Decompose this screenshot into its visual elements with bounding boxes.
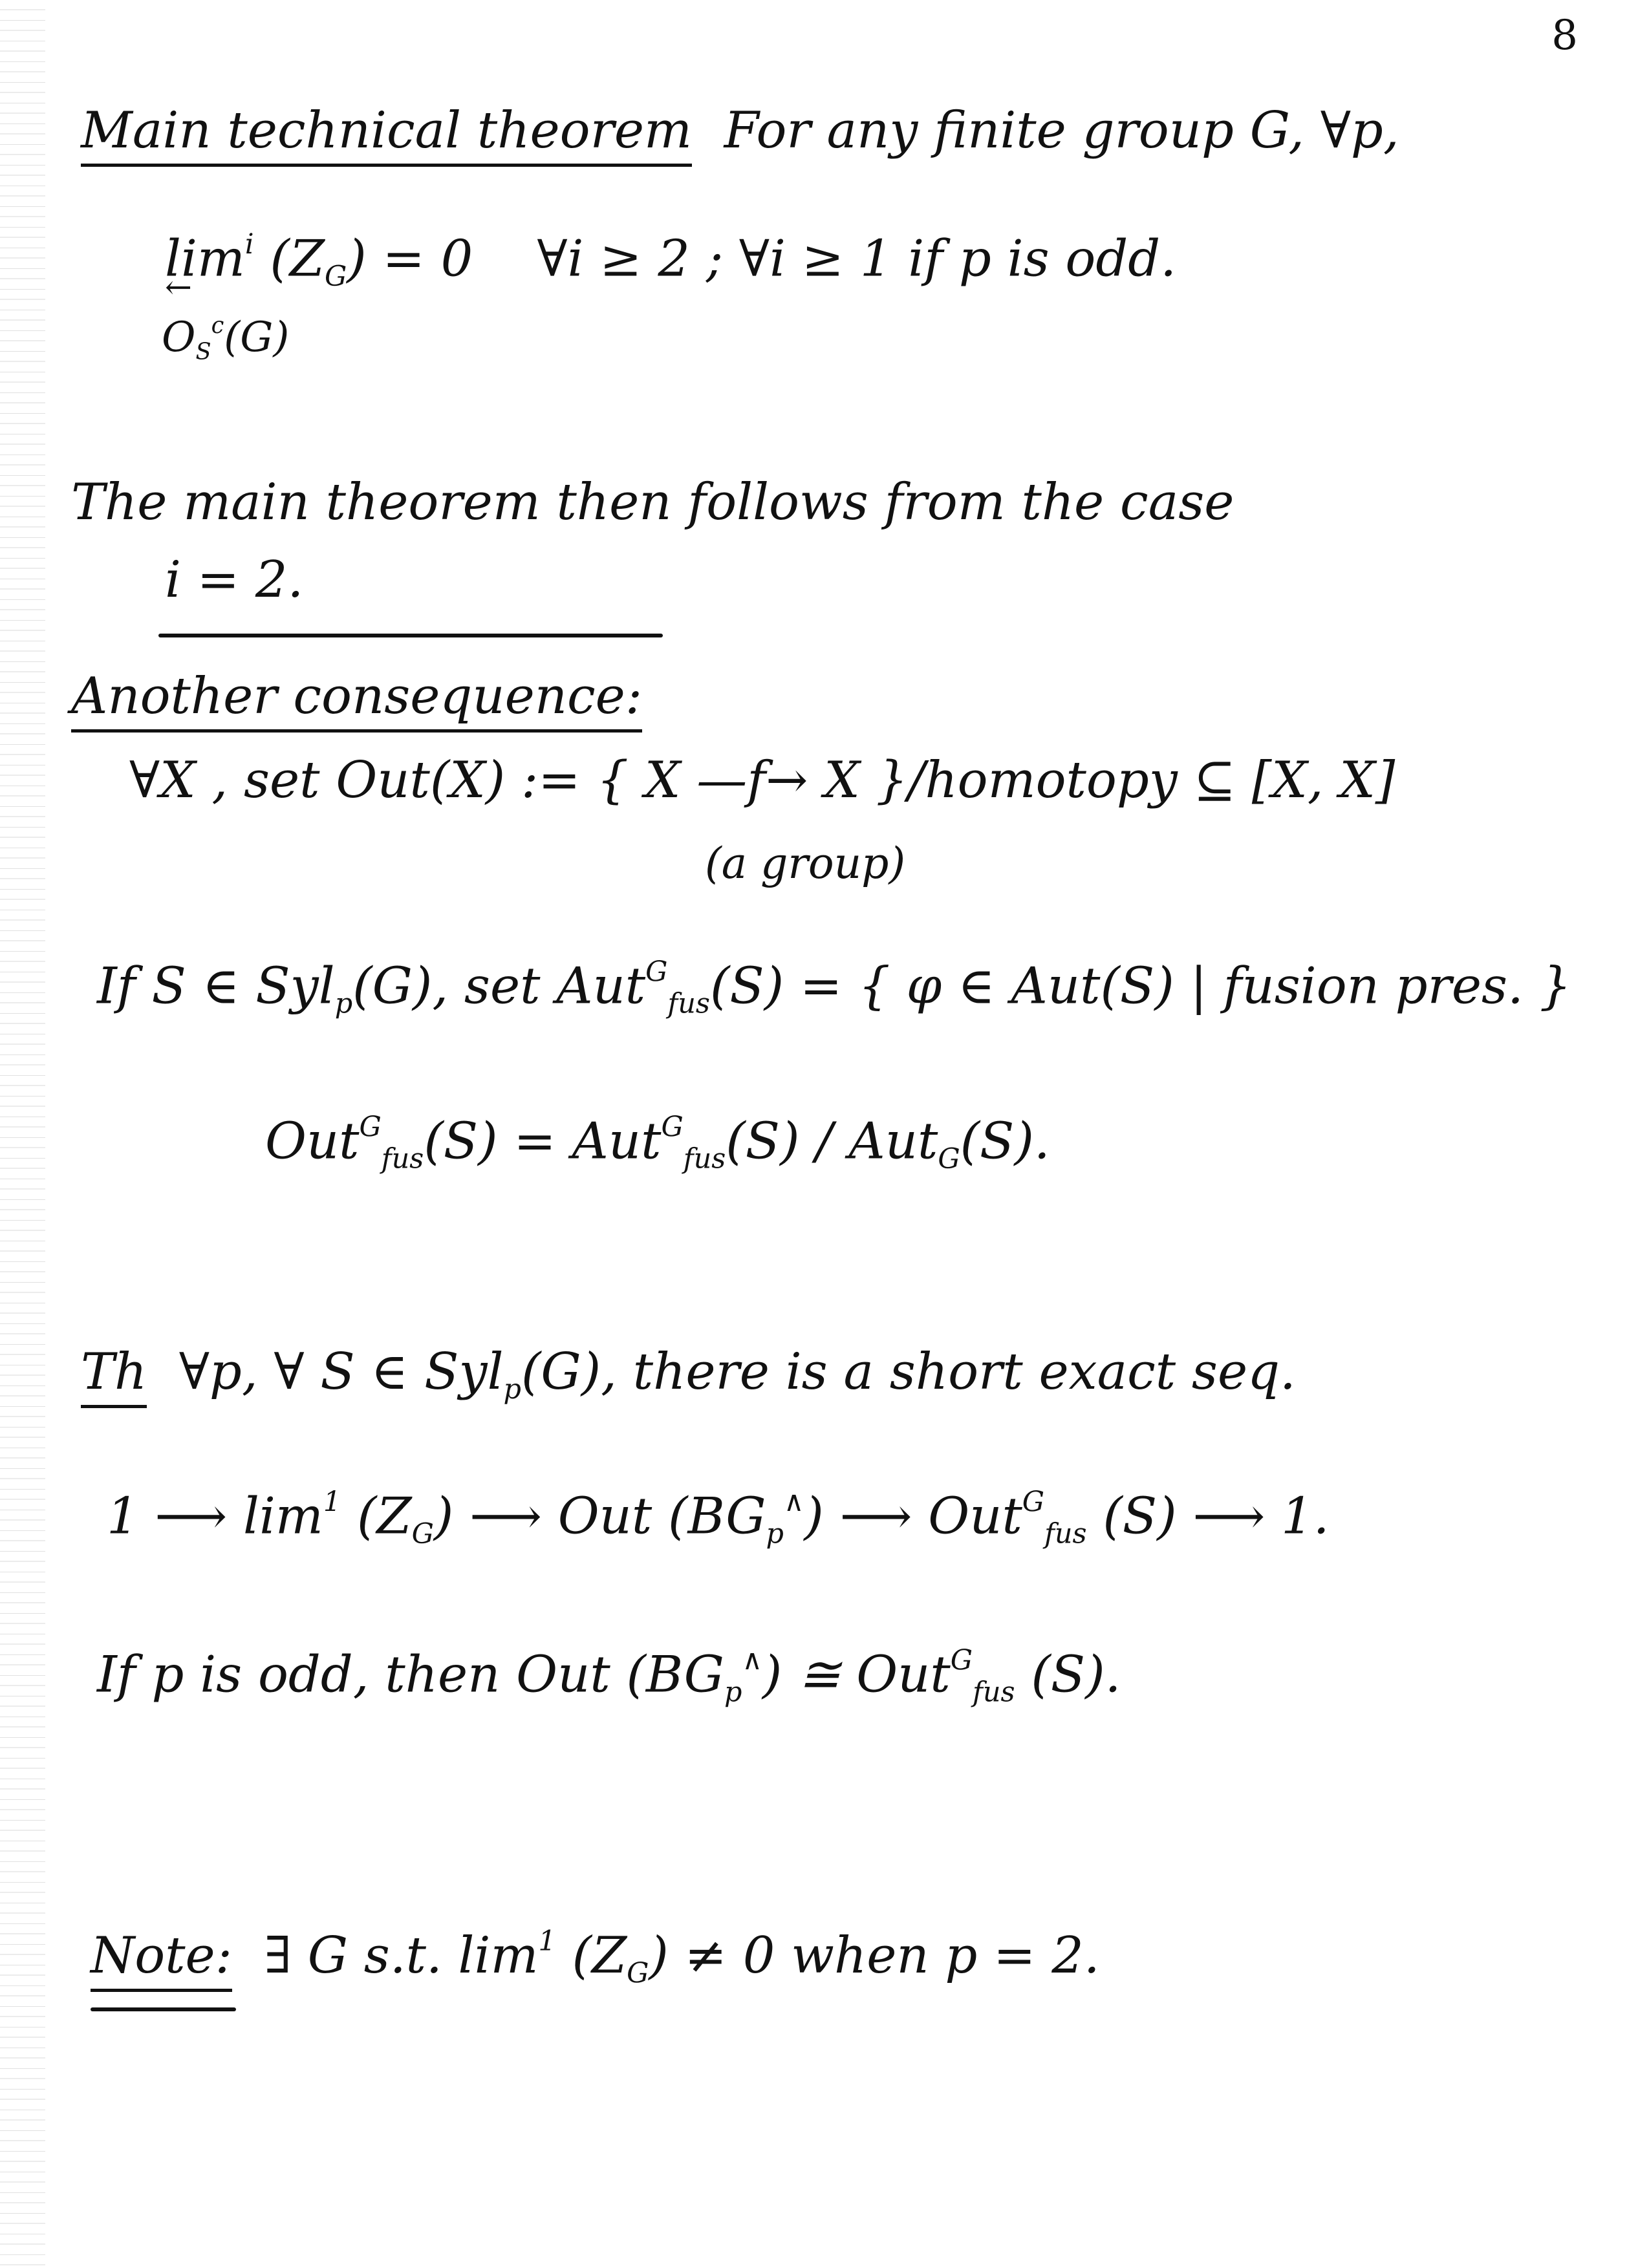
limit-formula: $\lim^i (Z_G) = 0$ ← [165,230,473,292]
main-theorem-follows: The main theorem then follows from the case [71,473,1234,531]
limit-line [165,230,1176,292]
theorem-2-line [81,1345,1296,1405]
aut-fus-definition: If S ∈ Syl$_p$(G), set Aut$^G_{fus}$(S) = { φ ∈ Aut(S) | fusion pres. } [97,956,1572,1020]
scan-edge [0,0,45,2268]
theorem-title-line [81,103,1399,159]
out-definition-note: (a group) [705,839,906,888]
section-divider [158,634,663,637]
note-text: ∃ G s.t. $\lim^1 (Z_G) \ne 0$ when p = 2. [264,1925,1100,1990]
another-consequence-label: Another consequence: [71,667,643,725]
limit-index: $O_S^c(G)$ [162,312,290,365]
page-number: 8 [1551,12,1578,59]
out-fus-definition: Out$^G_{fus}$(S) = Aut$^G_{fus}$(S) / Aut$_G$(S). [265,1111,1050,1175]
note-line [91,1927,1100,1989]
theorem-2-statement: ∀p, ∀ S ∈ Syl$_p$(G), there is a short exact seq. [178,1343,1296,1406]
out-definition: ∀X , set Out(X) := { X —f→ X }/homotopy ⊆ [X, X] [129,751,1396,809]
theorem-statement: For any finite group G, ∀p, [724,102,1399,160]
limit-condition: ∀i ≥ 2 ; ∀i ≥ 1 if p is odd. [537,230,1177,288]
case-i-2: i = 2. [165,551,304,609]
note-underline [91,2007,236,2011]
odd-case-statement: If p is odd, then Out $(BG_p^\wedge)$ ≅ Out$^G_{fus}$ (S). [97,1644,1121,1709]
another-consequence-heading [71,669,642,725]
theorem-title: Main technical theorem [81,102,692,160]
note-label: Note: [91,1927,232,1985]
short-exact-sequence: 1 ⟶ $\lim^1 (Z_G)$ ⟶ Out $(BG_p^\wedge)$ ⟶ Out$^G_{fus}$ (S) ⟶ 1. [107,1486,1330,1550]
theorem-2-label: Th [81,1343,147,1401]
